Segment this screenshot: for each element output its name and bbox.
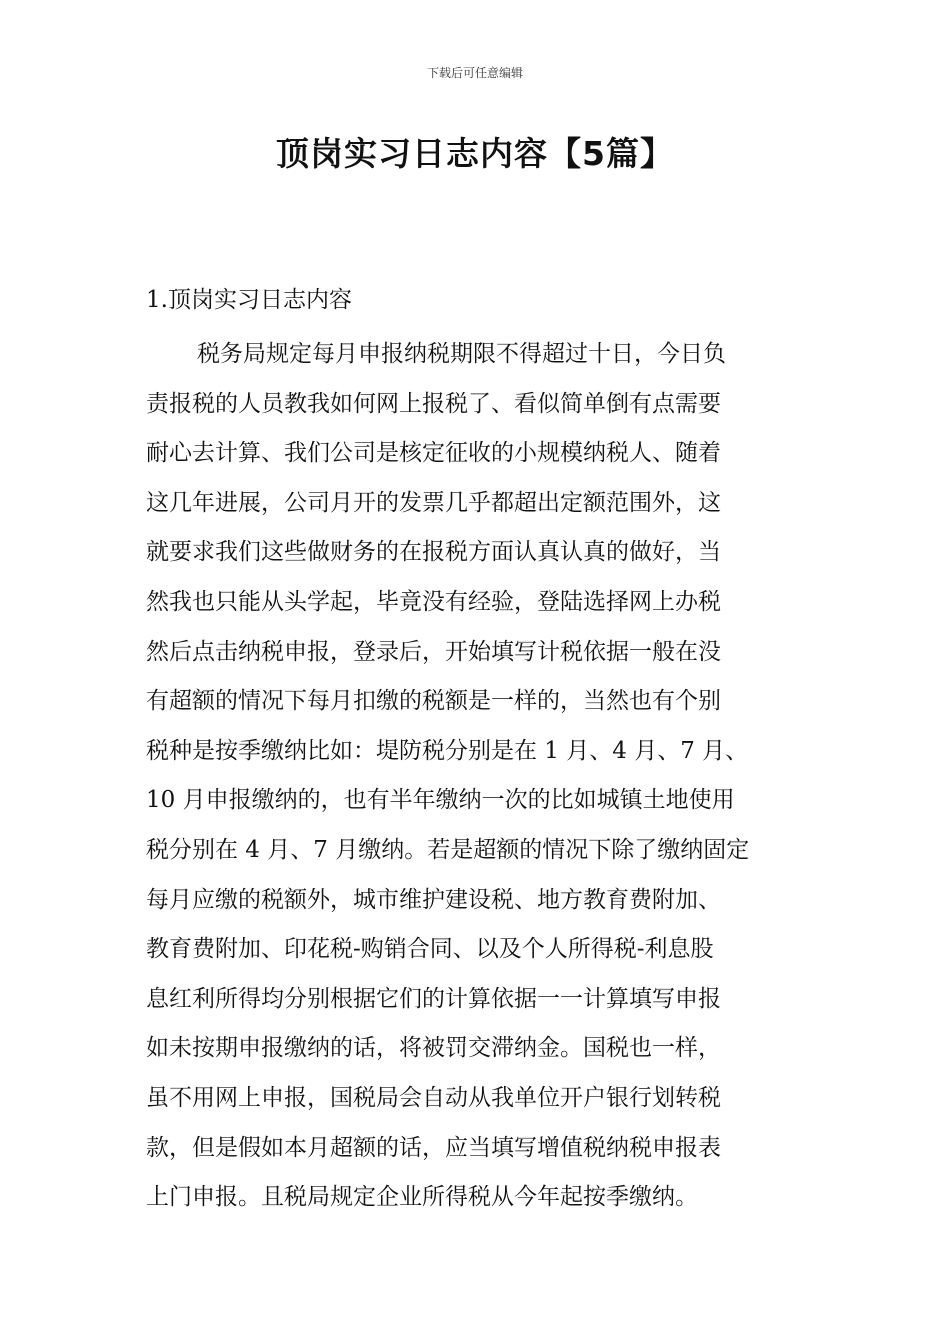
paragraph-line: 息红利所得均分别根据它们的计算依据一一计算填写申报 — [146, 985, 721, 1012]
section-1 — [146, 280, 826, 1223]
paragraph-line: 责报税的人员教我如何网上报税了、看似简单倒有点需要 — [146, 390, 721, 417]
paragraph-line: 税务局规定每月申报纳税期限不得超过十日，今日负 — [197, 341, 726, 367]
paragraph-line: 每月应缴的税额外，城市维护建设税、地方教育费附加、 — [146, 886, 721, 913]
paragraph-line: 就要求我们这些做财务的在报税方面认真认真的做好，当 — [146, 539, 721, 566]
paragraph-line: 10 月申报缴纳的，也有半年缴纳一次的比如城镇土地使用 — [146, 787, 735, 814]
paragraph-line: 这几年进展，公司月开的发票几乎都超出定额范围外，这 — [146, 489, 721, 516]
header-note: 下载后可任意编辑 — [426, 66, 523, 80]
paragraph-line: 税种是按季缴纳比如：堤防税分别是在 1 月、4 月、7 月、 — [146, 737, 749, 764]
paragraph-line: 上门申报。且税局规定企业所得税从今年起按季缴纳。 — [146, 1184, 698, 1211]
paragraph-line: 教育费附加、印花税-购销合同、以及个人所得税-利息股 — [146, 936, 714, 963]
paragraph-line: 耐心去计算、我们公司是核定征收的小规模纳税人、随着 — [146, 440, 721, 467]
paragraph-line: 虽不用网上申报，国税局会自动从我单位开户银行划转税 — [146, 1084, 721, 1111]
paragraph-line: 税分别在 4 月、7 月缴纳。若是超额的情况下除了缴纳固定 — [146, 836, 750, 863]
section-paragraph — [146, 330, 826, 1223]
paragraph-line: 有超额的情况下每月扣缴的税额是一样的，当然也有个别 — [146, 688, 721, 715]
paragraph-line: 然后点击纳税申报，登录后，开始填写计税依据一般在没 — [146, 638, 721, 665]
paragraph-line: 款，但是假如本月超额的话，应当填写增值税纳税申报表 — [146, 1134, 721, 1161]
document-title: 顶岗实习日志内容【5篇】 — [276, 134, 674, 173]
paragraph-line: 然我也只能从头学起，毕竟没有经验，登陆选择网上办税 — [146, 588, 721, 615]
paragraph-line: 如未按期申报缴纳的话，将被罚交滞纳金。国税也一样， — [146, 1035, 721, 1062]
section-heading: 1.顶岗实习日志内容 — [146, 287, 352, 313]
